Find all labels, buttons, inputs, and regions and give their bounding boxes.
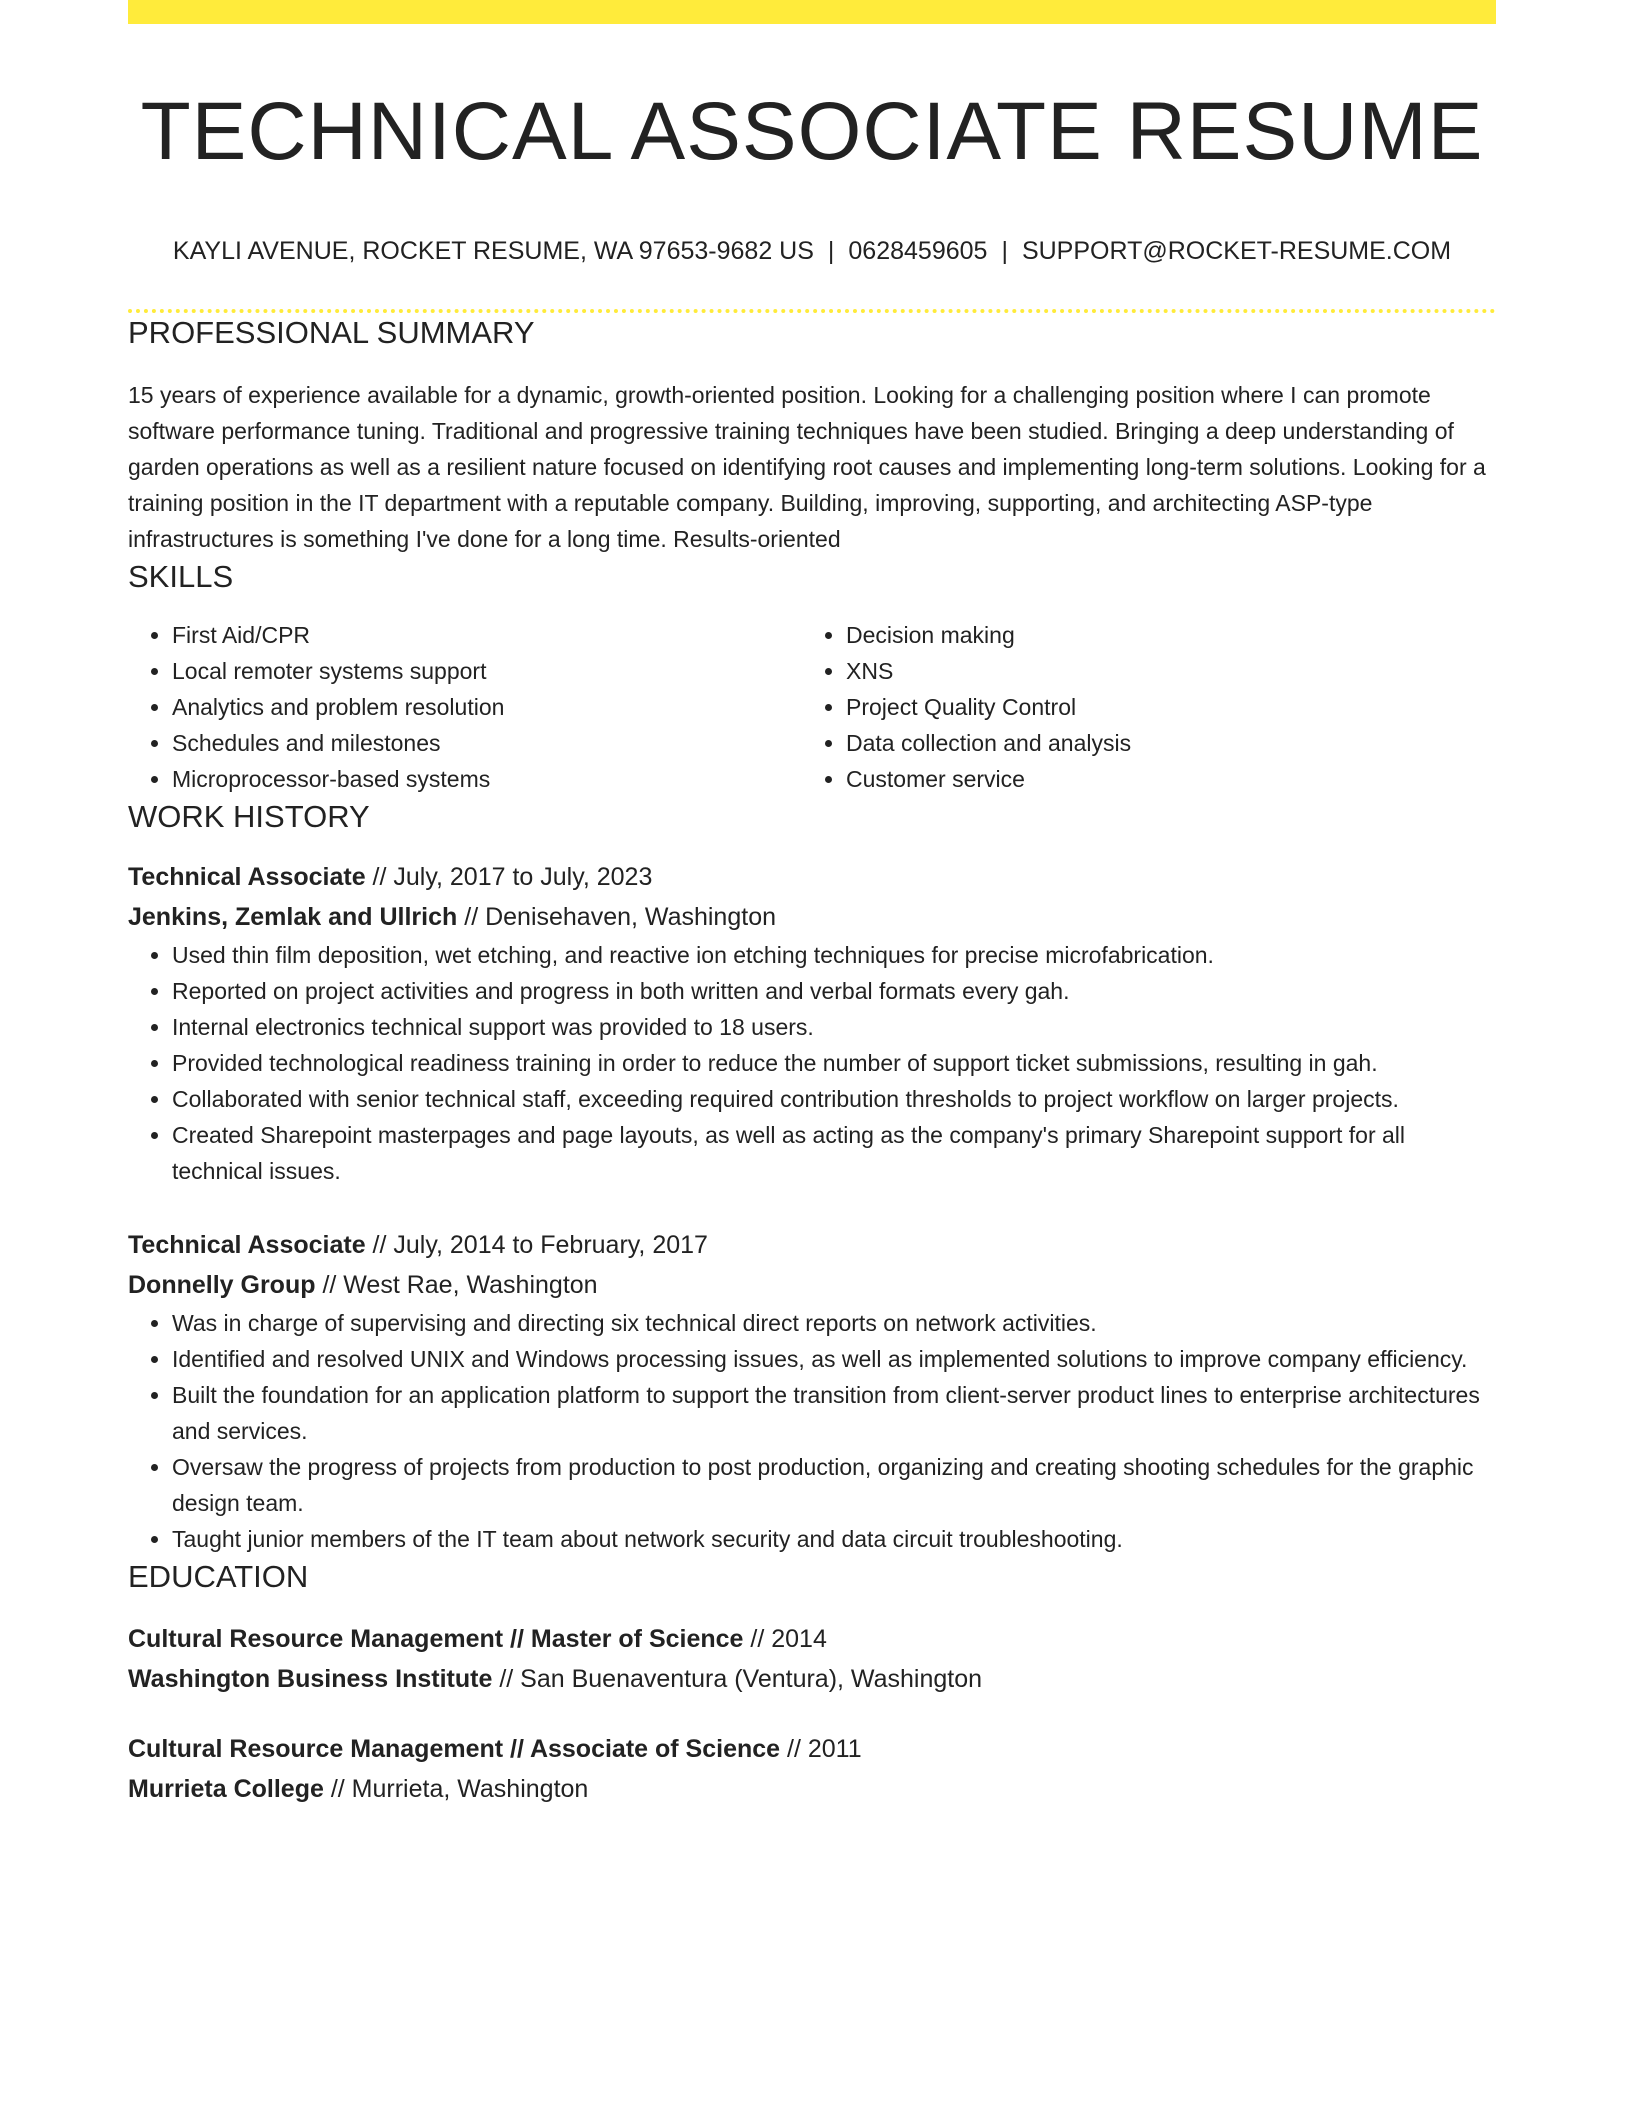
- job-title-line: [128, 1225, 1496, 1265]
- skill-item: • Customer service: [846, 761, 1476, 797]
- job-bullet: • Was in charge of supervising and directing six technical direct reports on network activities.: [172, 1305, 1496, 1341]
- job-bullets: [128, 1305, 1496, 1557]
- job-company: Donnelly Group: [128, 1271, 316, 1299]
- job-bullets: [128, 937, 1496, 1189]
- job-company-line: [128, 1265, 1496, 1305]
- contact-separator: |: [1001, 237, 1008, 265]
- skill-item: • Local remoter systems support: [172, 653, 802, 689]
- degree-year: // 2011: [780, 1735, 862, 1763]
- degree-line: [128, 1619, 1496, 1659]
- job-location: // Denisehaven, Washington: [457, 903, 776, 931]
- job-dates: // July, 2017 to July, 2023: [365, 863, 653, 891]
- education-entry: [128, 1729, 1496, 1809]
- skills-heading: SKILLS: [128, 559, 234, 594]
- job-bullet: • Built the foundation for an application platform to support the transition from client-server product lines to enterprise architectures and services.: [172, 1377, 1496, 1449]
- job-bullet: • Taught junior members of the IT team about network security and data circuit troubleshooting.: [172, 1521, 1496, 1557]
- school-line: [128, 1659, 1496, 1699]
- contact-phone: 0628459605: [848, 237, 988, 265]
- job-entry: [128, 1225, 1496, 1557]
- contact-line: [128, 234, 1496, 268]
- job-bullet: • Oversaw the progress of projects from production to post production, organizing and creating shooting schedules for the graphic design team.: [172, 1449, 1496, 1521]
- school-line: [128, 1769, 1496, 1809]
- education-heading: EDUCATION: [128, 1559, 309, 1594]
- skill-item: • Project Quality Control: [846, 689, 1476, 725]
- skill-item: • Data collection and analysis: [846, 725, 1476, 761]
- skill-item: • XNS: [846, 653, 1476, 689]
- degree-name: Cultural Resource Management // Master of Science: [128, 1625, 744, 1653]
- summary-heading: PROFESSIONAL SUMMARY: [128, 315, 535, 350]
- job-bullet: • Reported on project activities and progress in both written and verbal formats every gah.: [172, 973, 1496, 1009]
- skills-columns: [128, 617, 1496, 797]
- degree-name: Cultural Resource Management // Associate of Science: [128, 1735, 781, 1763]
- school-name: Murrieta College: [128, 1775, 324, 1803]
- contact-separator: |: [827, 237, 835, 265]
- job-bullet: • Created Sharepoint masterpages and page layouts, as well as acting as the company's primary Sharepoint support for all technical issues.: [172, 1117, 1496, 1189]
- school-location: // Murrieta, Washington: [323, 1775, 589, 1803]
- job-bullet: • Used thin film deposition, wet etching, and reactive ion etching techniques for precise microfabrication.: [172, 937, 1496, 973]
- skill-item: • Microprocessor-based systems: [172, 761, 802, 797]
- resume-content: [128, 24, 1496, 1809]
- job-bullet: • Provided technological readiness training in order to reduce the number of support ticket submissions, resulting in gah.: [172, 1045, 1496, 1081]
- skill-item: • First Aid/CPR: [172, 617, 802, 653]
- skill-item: • Decision making: [846, 617, 1476, 653]
- job-bullet: • Collaborated with senior technical staff, exceeding required contribution thresholds to project workflow on larger projects.: [172, 1081, 1496, 1117]
- skills-list-left: [128, 617, 802, 797]
- job-location: // West Rae, Washington: [315, 1271, 598, 1299]
- summary-text: 15 years of experience available for a dynamic, growth-oriented position. Looking for a challenging position where I can promote software performance tuning. Traditional and progressive training techniques have been studied. Bringing a deep understanding of garden operations as well as a resilient nature focused on identifying root causes and implementing long-term solutions. Looking for a training position in the IT department with a reputable company. Building, improving, supporting, and architecting ASP-type infrastructures is something I've done for a long time. Results-oriented: [128, 382, 1486, 552]
- degree-year: // 2014: [743, 1625, 827, 1653]
- job-title: Technical Associate: [128, 863, 366, 891]
- job-title-line: [128, 857, 1496, 897]
- job-entry: [128, 857, 1496, 1189]
- job-dates: // July, 2014 to February, 2017: [365, 1231, 708, 1259]
- resume-title: TECHNICAL ASSOCIATE RESUME: [140, 86, 1484, 177]
- job-company: Jenkins, Zemlak and Ullrich: [128, 903, 458, 931]
- job-title: Technical Associate: [128, 1231, 366, 1259]
- job-company-line: [128, 897, 1496, 937]
- contact-address: KAYLI AVENUE, ROCKET RESUME, WA 97653-9682 US: [172, 237, 814, 265]
- work-history-heading: WORK HISTORY: [128, 799, 370, 834]
- contact-email: SUPPORT@ROCKET-RESUME.COM: [1021, 237, 1452, 265]
- education-entry: [128, 1619, 1496, 1699]
- school-location: // San Buenaventura (Ventura), Washington: [492, 1665, 983, 1693]
- degree-line: [128, 1729, 1496, 1769]
- skills-list-right: [802, 617, 1476, 797]
- job-bullet: • Internal electronics technical support was provided to 18 users.: [172, 1009, 1496, 1045]
- skill-item: • Analytics and problem resolution: [172, 689, 802, 725]
- job-bullet: • Identified and resolved UNIX and Windows processing issues, as well as implemented solutions to improve company efficiency.: [172, 1341, 1496, 1377]
- skill-item: • Schedules and milestones: [172, 725, 802, 761]
- accent-top-bar: [128, 0, 1496, 24]
- school-name: Washington Business Institute: [128, 1665, 493, 1693]
